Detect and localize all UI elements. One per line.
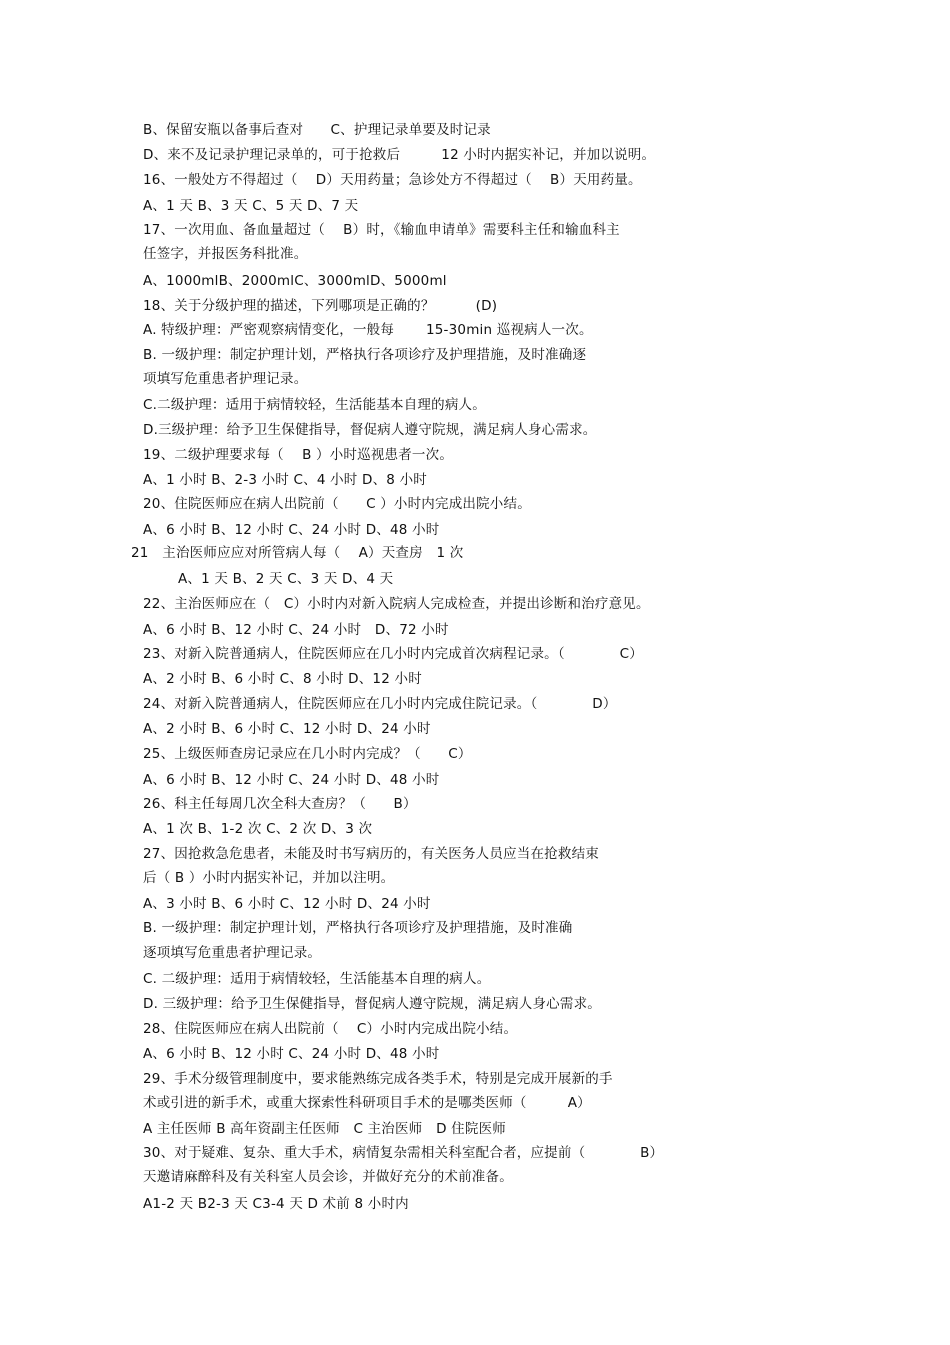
text-line: B. 一级护理：制定护理计划，严格执行各项诊疗及护理措施，及时准确逐	[143, 347, 587, 363]
text-line: 后（ B ）小时内据实补记，并加以注明。	[143, 870, 395, 886]
text-line: 17、一次用血、备血量超过（ B）时，《输血申请单》需要科主任和输血科主	[143, 222, 620, 238]
text-line: 18、关于分级护理的描述，下列哪项是正确的？ (D)	[143, 298, 498, 314]
text-line: A、6 小时 B、12 小时 C、24 小时 D、48 小时	[143, 1046, 440, 1062]
text-line: 25、上级医师查房记录应在几小时内完成？（ C）	[143, 746, 472, 762]
text-line: A、2 小时 B、6 小时 C、8 小时 D、12 小时	[143, 671, 422, 687]
text-line: D. 三级护理：给予卫生保健指导，督促病人遵守院规，满足病人身心需求。	[143, 996, 601, 1012]
text-line: A、1 次 B、1-2 次 C、2 次 D、3 次	[143, 821, 373, 837]
text-line: 27、因抢救急危患者，未能及时书写病历的，有关医务人员应当在抢救结束	[143, 846, 599, 862]
text-line: 术或引进的新手术，或重大探索性科研项目手术的是哪类医师（ A）	[143, 1095, 591, 1111]
text-line: 21 主治医师应应对所管病人每（ A）天查房 1 次	[131, 545, 464, 561]
text-line: A1-2 天 B2-3 天 C3-4 天 D 术前 8 小时内	[143, 1196, 409, 1212]
text-line: A、1 天 B、2 天 C、3 天 D、4 天	[178, 571, 394, 587]
text-line: D、来不及记录护理记录单的，可于抢救后 12 小时内据实补记，并加以说明。	[143, 147, 656, 163]
text-line: A 主任医师 B 高年资副主任医师 C 主治医师 D 住院医师	[143, 1121, 506, 1137]
text-line: 28、住院医师应在病人出院前（ C）小时内完成出院小结。	[143, 1021, 518, 1037]
text-line: A、1 天 B、3 天 C、5 天 D、7 天	[143, 198, 359, 214]
text-line: B. 一级护理：制定护理计划，严格执行各项诊疗及护理措施，及时准确	[143, 920, 573, 936]
text-line: C. 二级护理：适用于病情较轻，生活能基本自理的病人。	[143, 971, 491, 987]
text-line: A、3 小时 B、6 小时 C、12 小时 D、24 小时	[143, 896, 431, 912]
text-line: 29、手术分级管理制度中，要求能熟练完成各类手术，特别是完成开展新的手	[143, 1071, 613, 1087]
text-line: 22、主治医师应在（ C）小时内对新入院病人完成检查，并提出诊断和治疗意见。	[143, 596, 650, 612]
text-line: A、1000mlB、2000mlC、3000mlD、5000ml	[143, 273, 447, 289]
text-line: A、6 小时 B、12 小时 C、24 小时 D、48 小时	[143, 522, 440, 538]
text-line: 26、科主任每周几次全科大查房？（ B）	[143, 796, 417, 812]
text-line: D.三级护理：给予卫生保健指导，督促病人遵守院规，满足病人身心需求。	[143, 422, 597, 438]
text-line: A. 特级护理：严密观察病情变化，一般每 15-30min 巡视病人一次。	[143, 322, 593, 338]
text-line: C.二级护理：适用于病情较轻，生活能基本自理的病人。	[143, 397, 486, 413]
text-line: 逐项填写危重患者护理记录。	[143, 945, 322, 961]
text-line: A、6 小时 B、12 小时 C、24 小时 D、72 小时	[143, 622, 449, 638]
text-line: 24、对新入院普通病人，住院医师应在几小时内完成住院记录。（ D）	[143, 696, 617, 712]
text-line: 项填写危重患者护理记录。	[143, 371, 308, 387]
text-line: 20、住院医师应在病人出院前（ C ）小时内完成出院小结。	[143, 496, 531, 512]
text-line: A、1 小时 B、2-3 小时 C、4 小时 D、8 小时	[143, 472, 427, 488]
text-line: A、6 小时 B、12 小时 C、24 小时 D、48 小时	[143, 772, 440, 788]
text-line: A、2 小时 B、6 小时 C、12 小时 D、24 小时	[143, 721, 431, 737]
text-line: 19、二级护理要求每（ B ）小时巡视患者一次。	[143, 447, 454, 463]
text-line: 30、对于疑难、复杂、重大手术，病情复杂需相关科室配合者，应提前（ B）	[143, 1145, 664, 1161]
text-line: 任签字，并报医务科批准。	[143, 246, 308, 262]
text-line: 天邀请麻醉科及有关科室人员会诊，并做好充分的术前准备。	[143, 1169, 513, 1185]
text-line: 16、一般处方不得超过（ D）天用药量；急诊处方不得超过（ B）天用药量。	[143, 172, 642, 188]
text-line: 23、对新入院普通病人，住院医师应在几小时内完成首次病程记录。（ C）	[143, 646, 643, 662]
text-line: B、保留安瓶以备事后查对 C、护理记录单要及时记录	[143, 122, 491, 138]
